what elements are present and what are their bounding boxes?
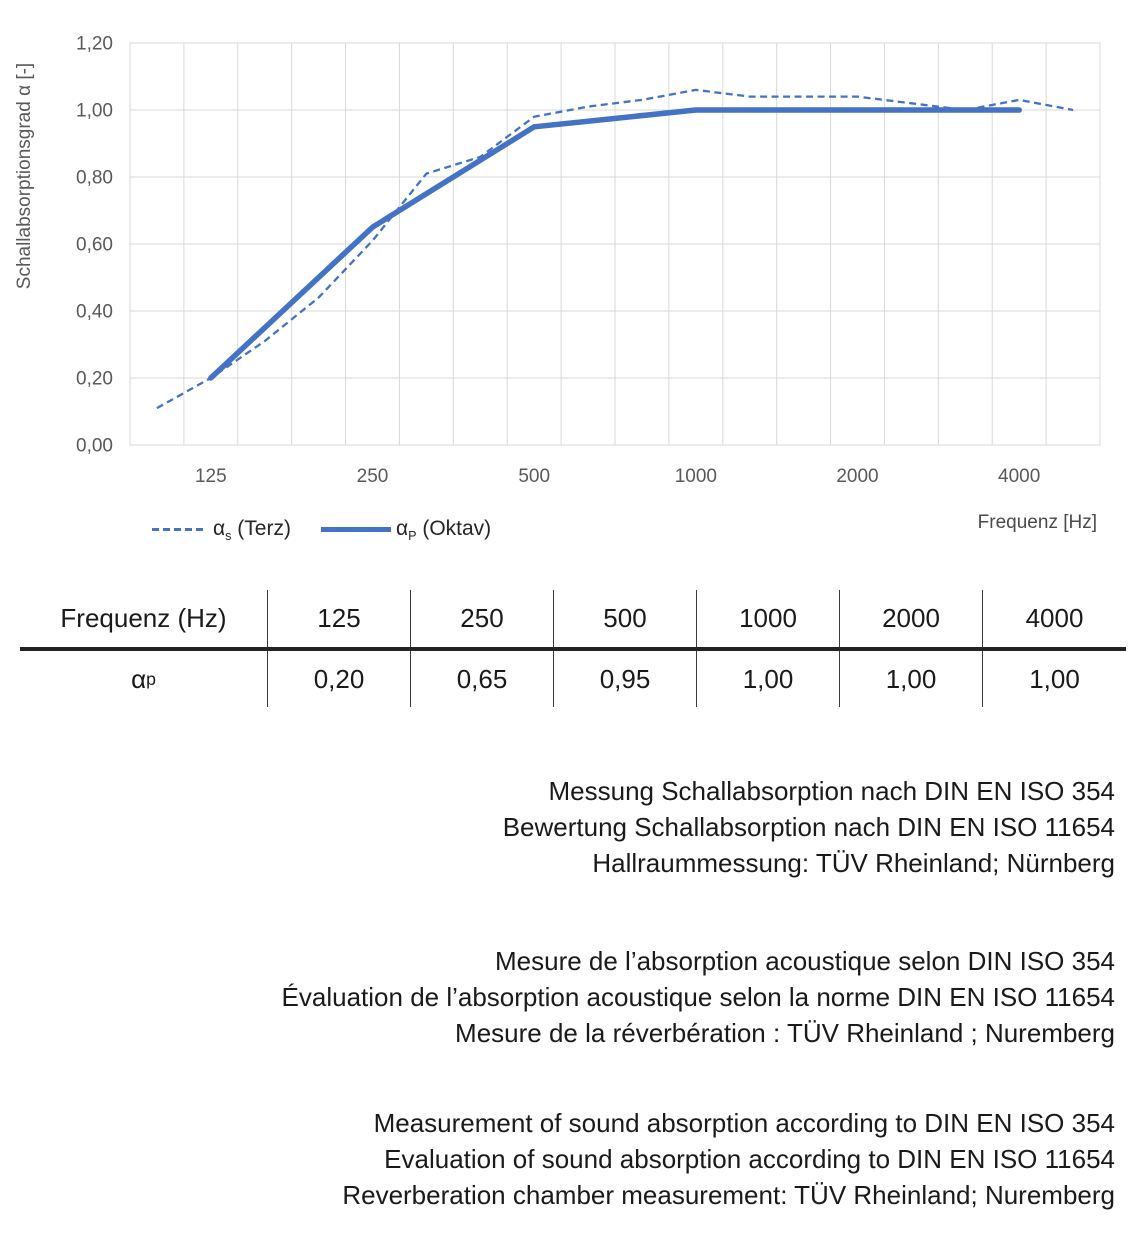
x-tick-label: 4000 [998,466,1041,487]
note-line: Measurement of sound absorption according to DIN EN ISO 354 [373,1108,1115,1138]
y-tick-label: 0,80 [76,167,113,189]
x-tick-label: 1000 [674,466,717,487]
table-header-250: 250 [411,590,554,647]
sound-absorption-chart-section [0,0,1135,560]
y-tick-label: 0,00 [76,435,113,457]
table-header-1000: 1000 [697,590,840,647]
y-tick-label: 1,20 [76,33,113,55]
table-header-125: 125 [268,590,411,647]
x-tick-label: 250 [356,466,389,487]
legend-label-alpha-p: $\alpha_P$ (Oktav) [395,517,492,544]
table-header-2000: 2000 [840,590,983,647]
table-row-label-alpha-p: α p [20,651,268,707]
absorption-values-table [20,590,1126,707]
y-tick-label: 1,00 [76,100,113,122]
table-header-frequency: Frequenz (Hz) [20,590,268,647]
table-value-4000: 1,00 [1029,663,1080,694]
table-value-1000: 1,00 [697,651,840,707]
x-tick-label: 500 [518,466,551,487]
note-line: Reverberation chamber measurement: TÜV Rheinland; Nuremberg [342,1180,1115,1210]
note-line: Hallraummessung: TÜV Rheinland; Nürnberg [592,848,1115,878]
x-tick-label: 2000 [836,466,879,487]
note-line: Mesure de la réverbération : TÜV Rheinland ; Nuremberg [455,1018,1115,1048]
note-line: Évaluation de l’absorption acoustique selon la norme DIN EN ISO 11654 [281,982,1115,1012]
y-tick-label: 0,20 [76,368,113,390]
table-header-4000: 4000 [1025,603,1084,633]
legend-label-alpha-s: $\alpha_s$ (Terz) [213,517,291,544]
note-block-english [0,1105,1115,1213]
note-block-french [0,943,1115,1051]
table-value-125: 0,20 [268,651,411,707]
chart-legend-row [152,512,1097,546]
note-line: Bewertung Schallabsorption nach DIN EN ISO 11654 [502,812,1115,842]
dashed-line-sample [152,528,204,531]
table-header-500: 500 [554,590,697,647]
x-tick-label: 125 [194,466,227,487]
note-line: Messung Schallabsorption nach DIN EN ISO 354 [548,776,1115,806]
note-block-german [0,773,1115,881]
y-axis-title: Schallabsorptionsgrad α [-] [14,62,35,290]
table-value-500: 0,95 [554,651,697,707]
y-tick-label: 0,60 [76,234,113,256]
note-line: Evaluation of sound absorption according to DIN EN ISO 11654 [384,1144,1115,1174]
x-axis-title: Frequenz [Hz] [977,512,1097,533]
legend-item-alpha-s [152,517,291,544]
solid-line-sample [321,527,391,532]
y-tick-label: 0,40 [76,301,113,323]
legend-item-alpha-p [321,517,492,544]
note-line: Mesure de l’absorption acoustique selon DIN ISO 354 [494,946,1115,976]
table-value-250: 0,65 [411,651,554,707]
table-value-2000: 1,00 [840,651,983,707]
absorption-line-chart [0,0,1135,500]
